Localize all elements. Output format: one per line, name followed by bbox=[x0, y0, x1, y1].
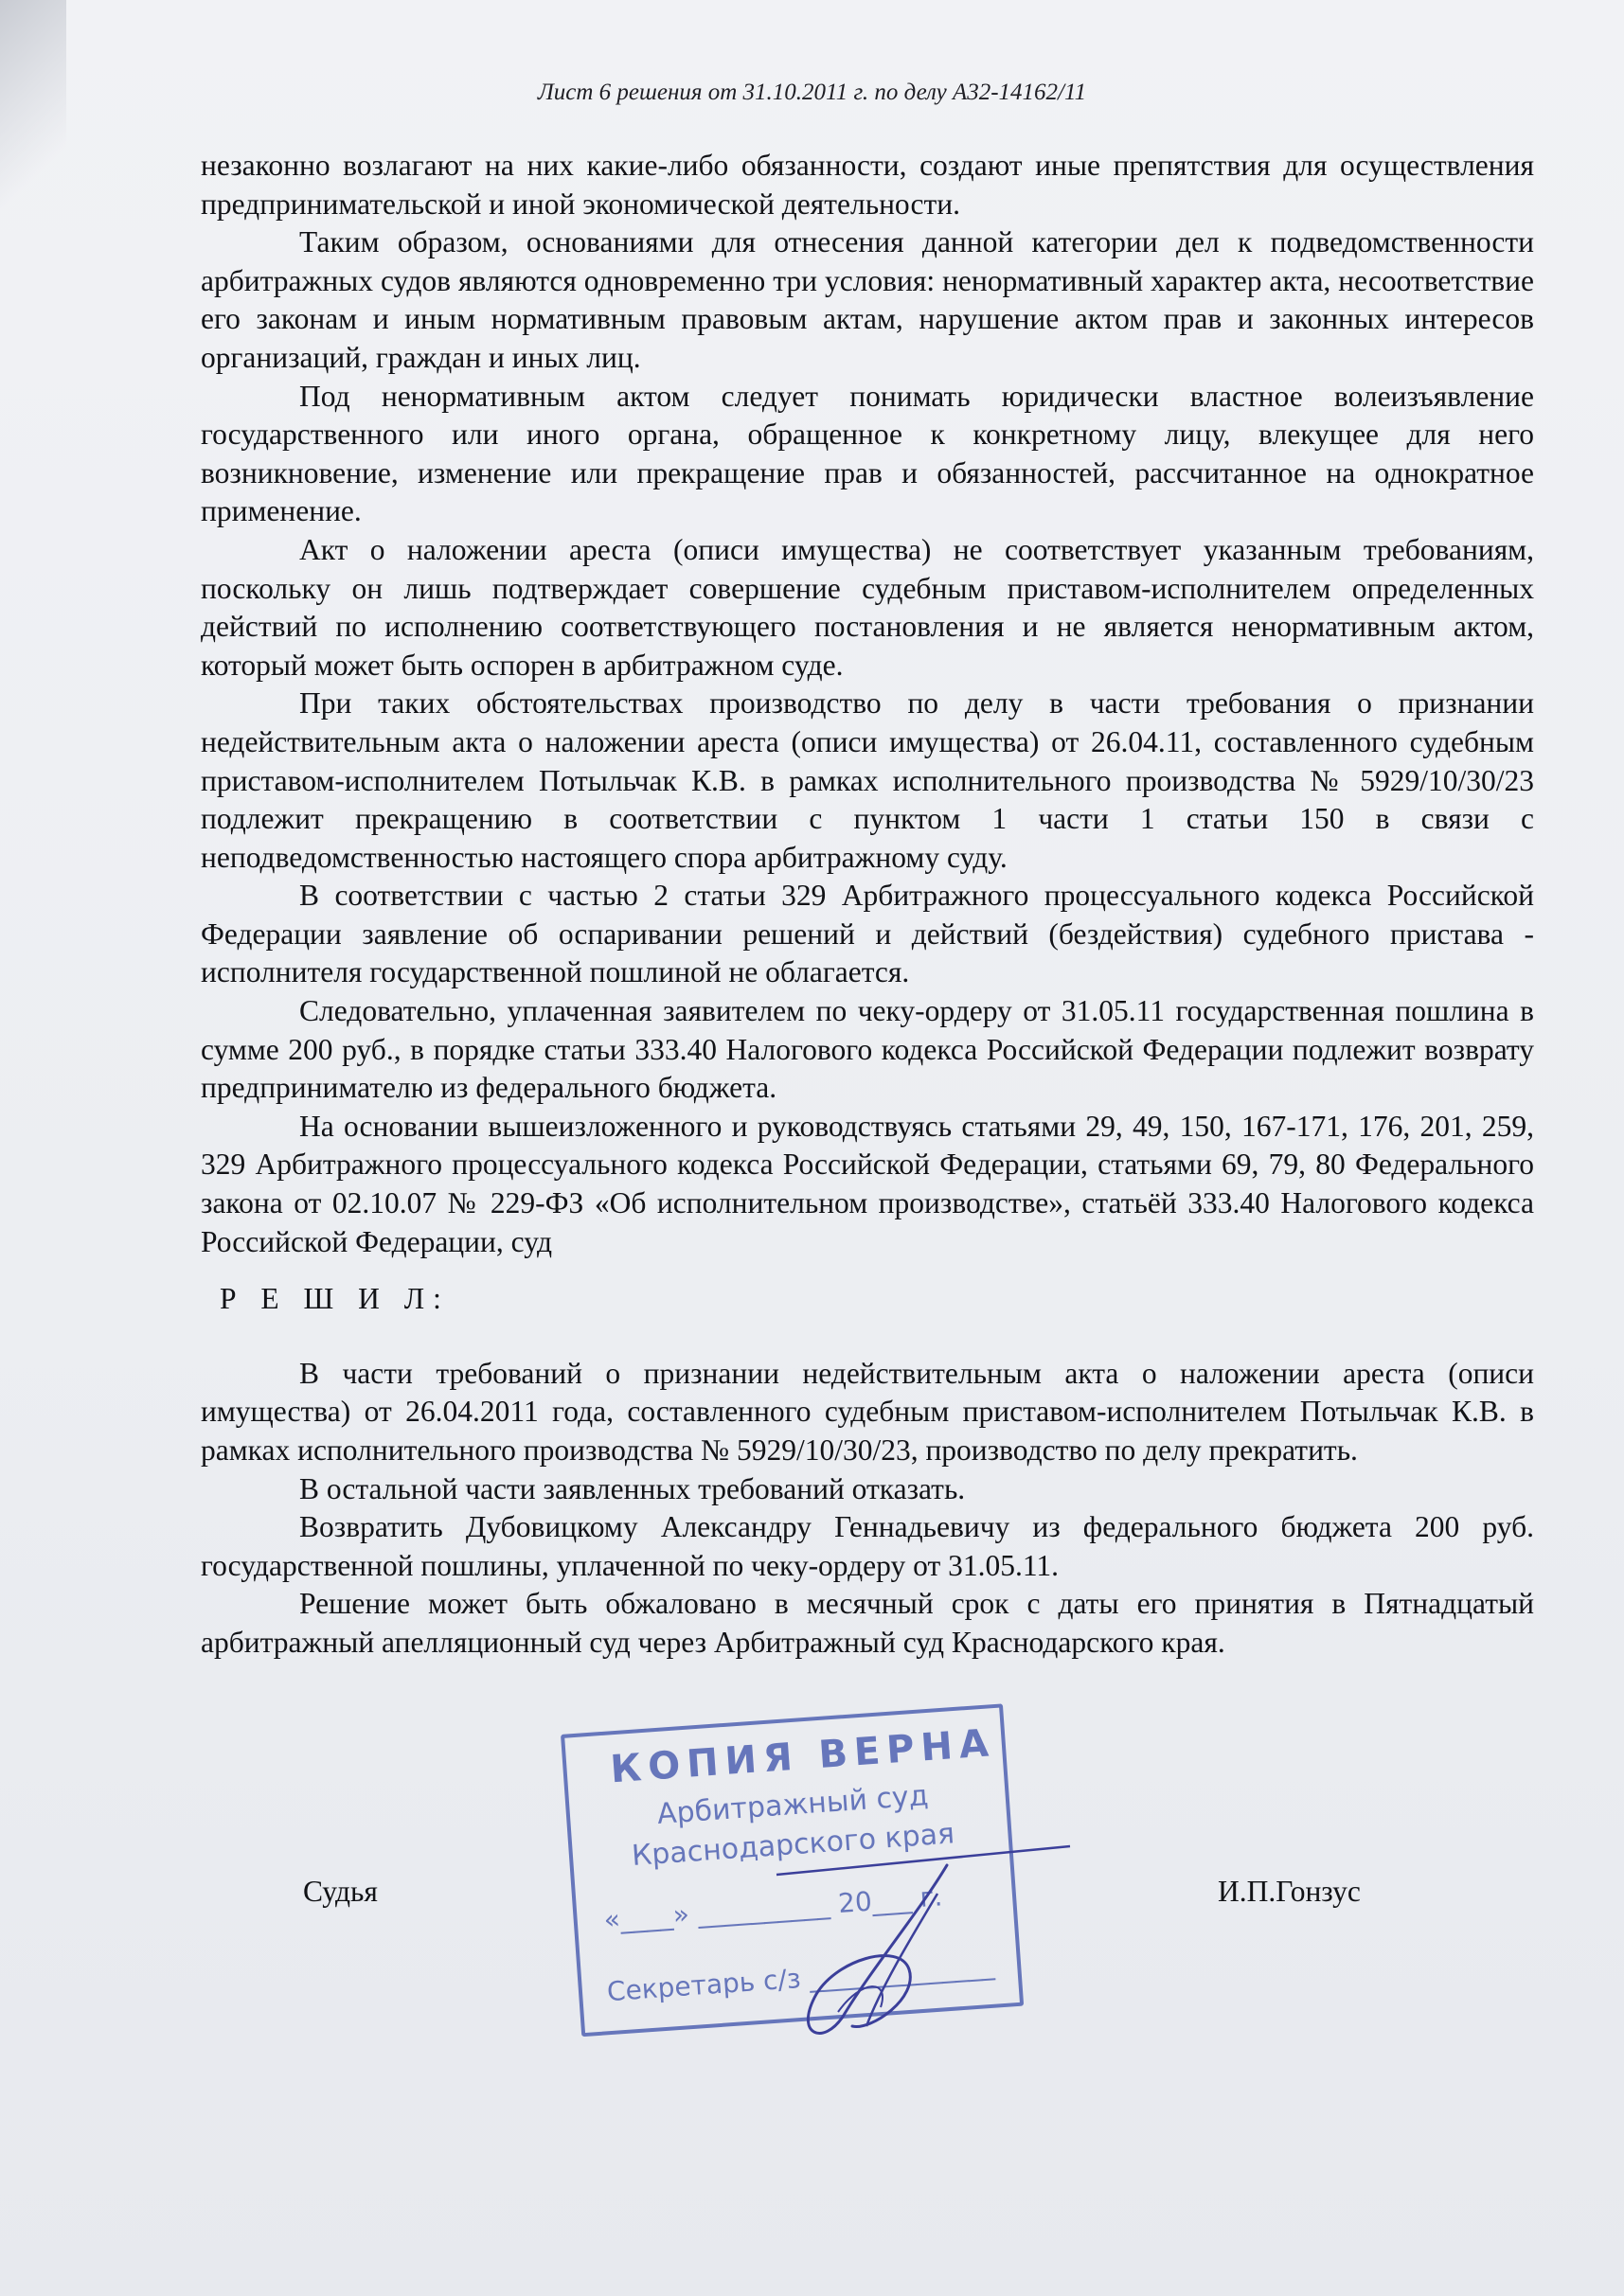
paragraph-4: Акт о наложении ареста (описи имущества) не соответствует указанным требованиям, поскольку он лишь подтверждает совершение судебным приставом-исполнителем определенных действий по исполнению соответствующего постановления и не является ненормативным актом, который может быть оспорен в арбитражном суде. bbox=[201, 532, 1534, 682]
paragraph-3: Под ненормативным актом следует понимать юридически властное волеизъявление государственного или иного органа, обращенное к конкретному лицу, влекущее для него возникновение, изменение или прекращение прав и обязанностей, рассчитанное на однократное применение. bbox=[201, 379, 1534, 528]
stamp-secretary-line: Секретарь с/з ______________ bbox=[605, 1949, 996, 2008]
resolution-1: В части требований о признании недействительным акта о наложении ареста (описи имущества) от 26.04.2011 года, составленного судебным приставом-исполнителем Потыльчак К.В. в рамках исполнительного производства № 5929/10/30/23, производство по делу прекратить. bbox=[201, 1356, 1534, 1467]
scan-page-edge bbox=[0, 0, 66, 218]
stamp-region-line: Краснодарского края bbox=[630, 1817, 956, 1874]
paragraph-7: Следовательно, уплаченная заявителем по чеку-ордеру от 31.05.11 государственная пошлина в сумме 200 руб., в порядке статьи 333.40 Налогового кодекса Российской Федерации подлежит возврату предпринимателю из федерального бюджета. bbox=[201, 994, 1534, 1105]
paragraph-2: Таким образом, основаниями для отнесения данной категории дел к подведомственности арбитражных судов являются одновременно три условия: ненормативный характер акта, несоответствие его законам и иным нормативным правовым актам, нарушение актом прав и законных интересов организаций, граждан и иных лиц. bbox=[201, 225, 1534, 374]
stamp-date-line: «____» __________ 20___ г. bbox=[602, 1880, 944, 1936]
paragraph-1: незаконно возлагают на них какие-либо обязанности, создают иные препятствия для осуществления предпринимательской и иной экономической деятельности. bbox=[201, 149, 1534, 221]
decided-heading: Р Е Ш И Л: bbox=[220, 1282, 450, 1316]
paragraph-8: На основании вышеизложенного и руководствуясь статьями 29, 49, 150, 167-171, 176, 201, 259, 329 Арбитражного процессуального кодекса Российской Федерации, статьями 69, 79, 80 Федерального закона от 02.10.07 № 229-ФЗ «Об исполнительном производстве», статьёй 333.40 Налогового кодекса Российской Федерации, суд bbox=[201, 1109, 1534, 1258]
judge-name: И.П.Гонзус bbox=[1218, 1875, 1361, 1908]
sheet-header: Лист 6 решения от 31.10.2011 г. по делу А32-14162/11 bbox=[537, 80, 1087, 105]
stamp-court-line: Арбитражный суд bbox=[655, 1779, 930, 1832]
handwritten-signature bbox=[758, 1837, 1098, 2055]
document-body bbox=[201, 147, 1534, 1663]
resolution-2: В остальной части заявленных требований отказать. bbox=[299, 1471, 966, 1505]
resolution-3: Возвратить Дубовицкому Александру Геннадьевичу из федерального бюджета 200 руб. государственной пошлины, уплаченной по чеку-ордеру от 31.05.11. bbox=[201, 1510, 1534, 1582]
paragraph-5: При таких обстоятельствах производство по делу в части требования о признании недействительным акта о наложении ареста (описи имущества) от 26.04.11, составленного судебным приставом-исполнителем Потыльчак К.В. в рамках исполнительного производства № 5929/10/30/23 подлежит прекращению в соответствии с пунктом 1 части 1 статьи 150 в связи с неподведомственностью настоящего спора арбитражному суду. bbox=[201, 686, 1534, 874]
stamp-title: КОПИЯ ВЕРНА bbox=[609, 1721, 997, 1792]
judge-label: Судья bbox=[303, 1875, 378, 1908]
resolution-4: Решение может быть обжаловано в месячный срок с даты его принятия в Пятнадцатый арбитражный апелляционный суд через Арбитражный суд Краснодарского края. bbox=[201, 1587, 1534, 1659]
paragraph-6: В соответствии с частью 2 статьи 329 Арбитражного процессуального кодекса Российской Федерации заявление об оспаривании решений и действий (бездействия) судебного пристава - исполнителя государственной пошлиной не облагается. bbox=[201, 879, 1534, 989]
